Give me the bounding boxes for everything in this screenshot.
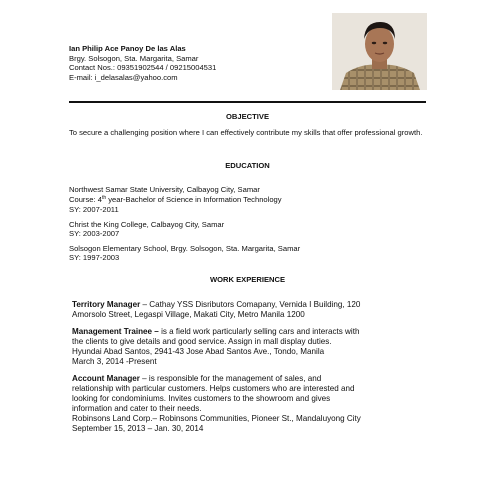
job-line [72,374,430,384]
course-prefix: Course: 4 [69,195,102,205]
job-line: the clients to give details and good service. Assign in mall display duties. [72,337,332,346]
job-role: Account Manager [72,374,140,383]
job-line [72,300,430,310]
job-line: September 15, 2013 – Jan. 30, 2014 [72,424,204,433]
job-role: Management Trainee – [72,327,159,336]
education-entry [69,220,429,239]
school-year: SY: 1997-2003 [69,253,120,263]
email: E-mail: i_delasalas@yahoo.com [69,72,178,82]
education-entry [69,244,429,263]
job-desc: is a field work particularly selling cars and interacts with [158,327,360,336]
objective-paragraph: To secure a challenging position where I can effectively contribute my skills that offer professional growth. [69,128,423,137]
applicant-name: Ian Philip Ace Panoy De las Alas [69,44,186,53]
contact-numbers: Contact Nos.: 09351902544 / 09215004531 [69,63,217,73]
objective-text [69,128,429,137]
job-entry [72,327,430,367]
applicant-photo [332,13,427,90]
school-name: Northwest Samar State University, Calbayog City, Samar [69,185,260,194]
education-entry [69,185,429,214]
objective-heading: OBJECTIVE [225,112,270,121]
contact-block [69,44,216,82]
course-line [69,194,429,204]
job-line: Robinsons Land Corp.– Robinsons Communities, Pioneer St., Mandaluyong City [72,414,361,423]
job-line: March 3, 2014 -Present [72,357,157,366]
job-desc: – Cathay YSS Disributors Comapany, Vernida I Building, 120 [140,300,361,309]
job-line: relationship with particular customers. Helps customers who are interested and [72,384,355,393]
address: Brgy. Solsogon, Sta. Margarita, Samar [69,53,199,63]
school-name: Christ the King College, Calbayog City, Samar [69,220,225,229]
school-year: SY: 2007-2011 [69,204,119,214]
job-line: looking for condominiums. Invites customers to the showroom and gives [72,394,331,403]
school-year: SY: 2003-2007 [69,229,120,239]
job-line: Amorsolo Street, Legaspi Village, Makati City, Metro Manila 1200 [72,310,305,319]
job-role: Territory Manager [72,300,141,309]
job-entry [72,300,430,320]
job-line: information and cater to their needs. [72,404,202,413]
photo-image [332,13,427,90]
work-heading: WORK EXPERIENCE [209,275,286,284]
job-entry [72,374,430,434]
course-suffix: year-Bachelor of Science in Information Technology [106,195,282,205]
header-divider [69,101,426,103]
course-sup: th [101,195,107,202]
job-desc: – is responsible for the management of sales, and [139,374,322,383]
job-line: Hyundai Abad Santos, 2941-43 Jose Abad Santos Ave., Tondo, Manila [72,347,325,356]
education-heading: EDUCATION [225,161,270,170]
job-line [72,327,430,337]
school-name: Solsogon Elementary School, Brgy. Solsogon, Sta. Margarita, Samar [69,244,301,253]
